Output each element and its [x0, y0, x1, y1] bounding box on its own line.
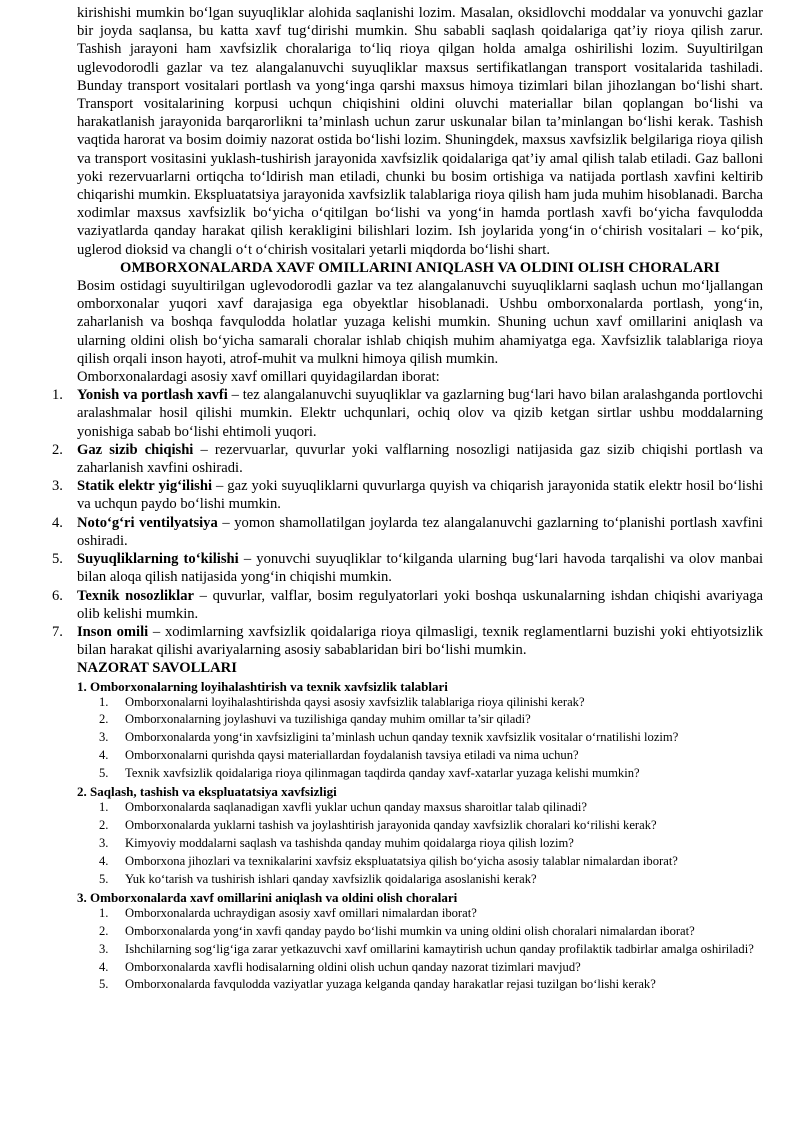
- hazard-term: Texnik nosozliklar: [77, 587, 195, 604]
- question-text: Omborxonalarni loyihalashtirishda qaysi asosiy xavfsizlik talablariga rioya qilinishi kerak?: [125, 694, 585, 709]
- hazard-text: – rezervuarlar, quvurlar yoki valflarning nosozligi natijasida gaz sizib chiqishi portlash va zaharlanish xavfini oshiradi.: [77, 441, 763, 477]
- questions-title: NAZORAT SAVOLLARI: [77, 660, 237, 677]
- question-text: Kimyoviy moddalarni saqlash va tashishda qanday muhim qoidalarga rioya qilish lozim?: [125, 835, 574, 850]
- question-item: [77, 836, 763, 852]
- question-text: Omborxonalarda uchraydigan asosiy xavf omillari nimalardan iborat?: [125, 906, 477, 921]
- hazard-item: [52, 386, 763, 441]
- hazards-list: [52, 386, 763, 659]
- question-group: [77, 889, 763, 993]
- question-item: [77, 730, 763, 746]
- hazard-item: [52, 477, 763, 513]
- hazard-term: Noto‘g‘ri ventilyatsiya: [77, 514, 218, 531]
- question-number: 3.: [99, 941, 109, 956]
- hazard-number: 2.: [52, 441, 63, 458]
- document-page: [52, 4, 763, 995]
- hazard-item: [52, 441, 763, 477]
- question-item: [77, 800, 763, 816]
- question-number: 4.: [99, 853, 109, 868]
- hazard-number: 1.: [52, 387, 63, 404]
- question-number: 2.: [99, 712, 109, 727]
- question-text: Omborxonalarda yuklarni tashish va joylashtirish jarayonida qanday xavfsizlik choralari ko‘rilishi kerak?: [125, 818, 657, 833]
- questions-list: [77, 800, 763, 887]
- question-text: Omborxona jihozlari va texnikalarini xavfsiz ekspluatatsiya qilish bo‘yicha asosiy talablar nimalardan iborat?: [125, 853, 678, 868]
- question-text: Omborxonalarni qurishda qaysi materiallardan foydalanish tavsiya etiladi va nima uchun?: [125, 747, 579, 762]
- hazard-item: [52, 514, 763, 550]
- hazard-term: Statik elektr yig‘ilishi: [77, 478, 213, 495]
- hazard-item: [52, 587, 763, 623]
- section-paragraph: Bosim ostidagi suyultirilgan uglevodorodli gazlar va tez alangalanuvchi suyuqliklarni saqlash uchun mo‘ljallangan omborxonalar yuqori xavf darajasiga ega obyektlar hisoblanadi. Ushbu omborxonalarda portlash, yong‘in, zaharlanish va boshqa favqulodda holatlar yuzaga kelishi mumkin. Shuning uchun xavf omillarini aniqlash va ularning oldini olish bo‘yicha samarali choralar ishlab chiqish muhim ahamiyatga ega. Xavfsizlik talablariga rioya qilish orqali inson hayoti, atrof-muhit va mulkni himoya qilish mumkin.: [77, 278, 763, 367]
- hazard-term: Yonish va portlash xavfi: [77, 387, 228, 404]
- question-group-title: 1. Omborxonalarning loyihalashtirish va texnik xavfsizlik talablari: [77, 678, 448, 694]
- question-group-title: 2. Saqlash, tashish va ekspluatatsiya xavfsizligi: [77, 784, 337, 800]
- hazard-number: 3.: [52, 478, 63, 495]
- question-number: 1.: [99, 800, 109, 815]
- hazard-text: – quvurlar, valflar, bosim regulyatorlari yoki boshqa uskunalarning ishdan chiqishi avariyaga olib kelishi mumkin.: [77, 587, 763, 622]
- hazard-text: – xodimlarning xavfsizlik qoidalariga rioya qilmasligi, texnik reglamentlarni buzishi yoki ehtiyotsizlik bilan harakat qilishi avariyalarning asosiy sabablaridan biri bo‘lishi mumkin.: [77, 623, 763, 659]
- section-title: OMBORXONALARDA XAVF OMILLARINI ANIQLASH VA OLDINI OLISH CHORALARI: [120, 259, 720, 276]
- question-number: 3.: [99, 730, 109, 745]
- hazard-number: 5.: [52, 551, 63, 568]
- question-number: 4.: [99, 747, 109, 762]
- question-number: 3.: [99, 835, 109, 850]
- question-group-title: 3. Omborxonalarda xavf omillarini aniqlash va oldini olish choralari: [77, 890, 458, 906]
- question-group: [77, 783, 763, 887]
- intro-paragraph: kirishishi mumkin bo‘lgan suyuqliklar alohida saqlanishi lozim. Masalan, oksidlovchi moddalar va yonuvchi gazlar bir joyda saqlansa, bu katta xavf tug‘dirishi mumkin. Shu sababli saqlash qoidalariga qat’iy rioya qilish zarur. Tashish jarayoni ham xavfsizlik choralariga to‘liq rioya qilgan holda amalga oshirilishi lozim. Suyultirilgan uglevodorodli gazlar va tez alangalanuvchi suyuqliklar maxsus sertifikatlangan transport vositalarida tashiladi. Bunday transport vositalari portlash va yong‘inga qarshi maxsus himoya tizimlari bilan jihozlangan bo‘lishi shart. Transport vositalarining korpusi uchqun chiqishini oldini oluvchi materiallar bilan qoplangan bo‘lishi va harakatlanish jarayonida barqarorlikni ta’minlash uchun zarur uskunalar bilan ta’minlangan bo‘lishi kerak. Tashish vaqtida harorat va bosim doimiy nazorat ostida bo‘lishi lozim. Shuningdek, maxsus xavfsizlik belgilariga rioya qilish va transport vositasini yuklash-tushirish jarayonida xavfsizlik qoidalariga qat’iy amal qilish talab etiladi. Gaz balloni yoki rezervuarlarni ortiqcha to‘ldirish man etiladi, chunki bu bosim ortishiga va natijada portlash xavfini keltirib chiqarishi mumkin. Ekspluatatsiya jarayonida xavfsizlik talablariga rioya qilish ham juda muhim hisoblanadi. Barcha xodimlar maxsus xavfsizlik bo‘yicha o‘qitilgan bo‘lishi va yong‘in hamda portlash xavfi bo‘yicha favqulodda vaziyatlarda qanday harakat qilish kerakligini bilishlari lozim. Ish joylarida yong‘in o‘chirish vositalari – ko‘pik, uglerod dioksid va changli o‘t o‘chirish vositalari yetarli miqdorda bo‘lishi shart.: [77, 5, 763, 258]
- hazard-item: [52, 550, 763, 586]
- question-text: Ishchilarning sog‘lig‘iga zarar yetkazuvchi xavf omillarini kamaytirish uchun qanday profilaktik tadbirlar amalga oshiriladi?: [125, 941, 754, 956]
- question-text: Omborxonalarda saqlanadigan xavfli yuklar uchun qanday maxsus sharoitlar talab qilinadi?: [125, 800, 587, 815]
- question-number: 1.: [99, 694, 109, 709]
- question-item: [77, 872, 763, 888]
- hazard-term: Suyuqliklarning to‘kilishi: [77, 551, 239, 568]
- question-text: Omborxonalarda favqulodda vaziyatlar yuzaga kelganda qanday harakatlar rejasi tuzilgan bo‘lishi kerak?: [125, 977, 656, 992]
- question-text: Omborxonalarda xavfli hodisalarning oldini olish uchun qanday nazorat tizimlari mavjud?: [125, 959, 581, 974]
- question-number: 5.: [99, 871, 109, 886]
- question-item: [77, 960, 763, 976]
- question-item: [77, 942, 763, 958]
- question-group: [77, 678, 763, 782]
- hazard-term: Inson omili: [77, 623, 149, 640]
- question-number: 1.: [99, 906, 109, 921]
- question-text: Omborxonalarda yong‘in xavfsizligini ta’minlash uchun qanday texnik xavfsizlik vositalar o‘rnatilishi lozim?: [125, 730, 679, 745]
- question-item: [77, 766, 763, 782]
- question-text: Omborxonalarning joylashuvi va tuzilishiga qanday muhim omillar ta’sir qiladi?: [125, 712, 531, 727]
- question-number: 5.: [99, 765, 109, 780]
- hazard-text: – gaz yoki suyuqliklarni quvurlarga quyish va chiqarish jarayonida statik elektr hosil bo‘lishi va uchqun paydo bo‘lishi mumkin.: [77, 478, 763, 513]
- question-item: [77, 854, 763, 870]
- questions-list: [77, 906, 763, 993]
- question-item: [77, 977, 763, 993]
- hazards-intro: Omborxonalardagi asosiy xavf omillari quyidagilardan iborat:: [77, 369, 440, 386]
- hazard-text: – tez alangalanuvchi suyuqliklar va gazlarning bug‘lari havo bilan aralashganda portlovchi aralashmalar hosil qilishi mumkin. Elektr uchqunlari, ochiq olov va qizib ketgan sirtlar ushbu moddalarning yonishiga sabab bo‘lishi ehtimoli yuqori.: [77, 387, 763, 440]
- question-number: 5.: [99, 977, 109, 992]
- question-number: 4.: [99, 959, 109, 974]
- question-text: Omborxonalarda yong‘in xavfi qanday paydo bo‘lishi mumkin va uning oldini olish choralari nimalardan iborat?: [125, 924, 695, 939]
- question-text: Texnik xavfsizlik qoidalariga rioya qilinmagan taqdirda qanday xavf-xatarlar yuzaga kelishi mumkin?: [125, 765, 640, 780]
- hazard-number: 6.: [52, 587, 63, 604]
- hazard-text: – yonuvchi suyuqliklar to‘kilganda ularning bug‘lari havoda tarqalishi va olov manbai bilan aloqa qilish natijasida yong‘in chiqishi mumkin.: [77, 551, 763, 586]
- question-item: [77, 906, 763, 922]
- question-item: [77, 695, 763, 711]
- hazard-item: [52, 623, 763, 659]
- question-item: [77, 924, 763, 940]
- hazard-number: 4.: [52, 514, 63, 531]
- question-item: [77, 748, 763, 764]
- hazard-number: 7.: [52, 623, 63, 640]
- questions-list: [77, 695, 763, 782]
- question-number: 2.: [99, 924, 109, 939]
- question-number: 2.: [99, 818, 109, 833]
- hazard-term: Gaz sizib chiqishi: [77, 441, 194, 458]
- question-text: Yuk ko‘tarish va tushirish ishlari qanday xavfsizlik qoidalariga asoslanishi kerak?: [125, 871, 537, 886]
- question-item: [77, 712, 763, 728]
- hazard-text: – yomon shamollatilgan joylarda tez alangalanuvchi gazlarning to‘planishi portlash xavfini oshiradi.: [77, 514, 763, 549]
- question-item: [77, 818, 763, 834]
